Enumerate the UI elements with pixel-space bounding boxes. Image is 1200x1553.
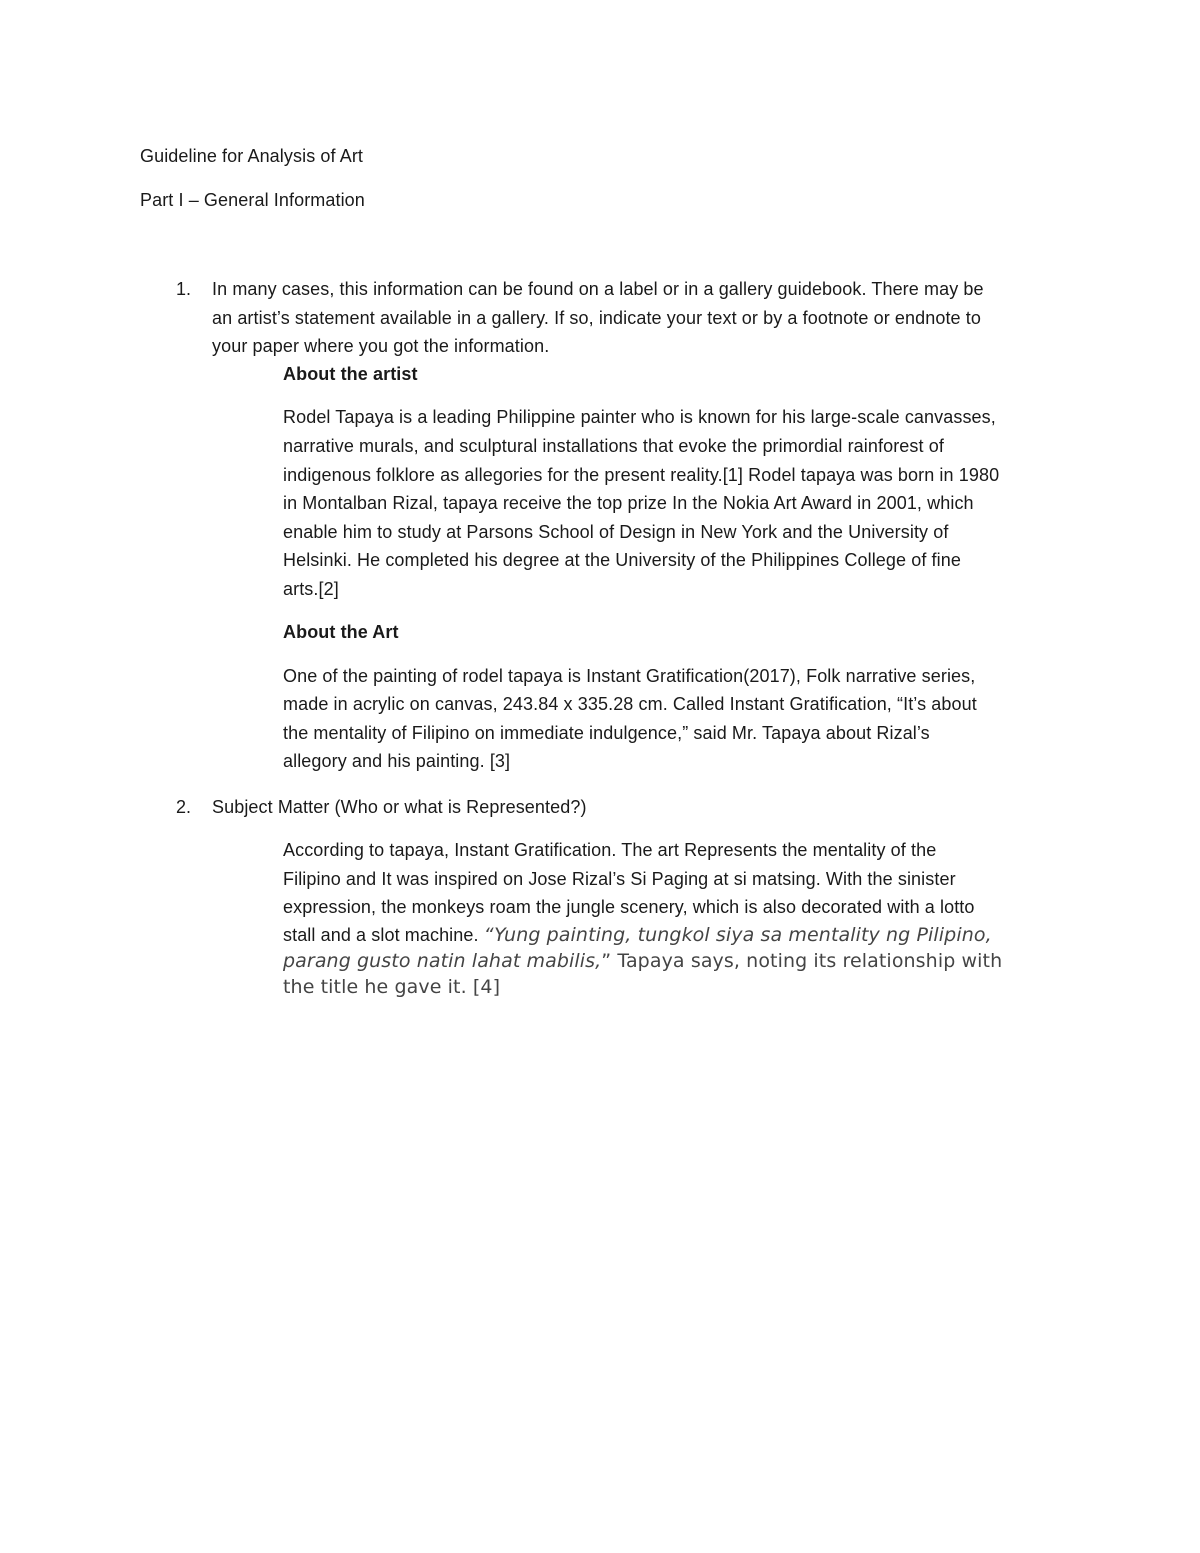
about-artist-line-4: in Montalban Rizal, tapaya receive the top prize In the Nokia Art Award in 2001, which: [283, 493, 974, 513]
item2-line-2: Filipino and It was inspired on Jose Rizal’s Si Paging at si matsing. With the sinister: [283, 869, 956, 889]
quote-line-2: [283, 950, 1002, 972]
quote-line-1-italic: “Yung painting, tungkol siya sa mentality ng Pilipino,: [483, 924, 992, 946]
list-item-number-2: 2.: [176, 797, 192, 817]
about-artist-heading: About the artist: [283, 364, 418, 384]
about-art-line-2: made in acrylic on canvas, 243.84 x 335.28 cm. Called Instant Gratification, “It’s about: [283, 694, 977, 714]
quote-line-3: the title he gave it. [4]: [283, 976, 501, 998]
about-art-line-4: allegory and his painting. [3]: [283, 751, 511, 771]
about-art-line-3: the mentality of Filipino on immediate indulgence,” said Mr. Tapaya about Rizal’s: [283, 723, 930, 743]
quote-line-2-italic: parang gusto natin lahat mabilis,: [283, 950, 602, 972]
about-art-line-1: One of the painting of rodel tapaya is Instant Gratification(2017), Folk narrative series,: [283, 666, 976, 686]
about-artist-line-3: indigenous folklore as allegories for the present reality.[1] Rodel tapaya was born in 1980: [283, 465, 1000, 485]
about-art-heading: About the Art: [283, 622, 399, 642]
item2-line-3: expression, the monkeys roam the jungle scenery, which is also decorated with a lotto: [283, 897, 975, 917]
about-artist-line-1: Rodel Tapaya is a leading Philippine painter who is known for his large-scale canvasses,: [283, 407, 996, 427]
about-artist-line-6: Helsinki. He completed his degree at the University of the Philippines College of fine: [283, 550, 961, 570]
document-title: Guideline for Analysis of Art: [140, 146, 364, 166]
item2-line-4: [283, 924, 992, 946]
item1-line-2: an artist’s statement available in a gallery. If so, indicate your text or by a footnote or endnote to: [212, 308, 981, 328]
item1-line-3: your paper where you got the information.: [212, 336, 550, 356]
quote-line-1: [484, 924, 992, 946]
about-artist-line-7: arts.[2]: [283, 579, 339, 599]
about-artist-line-5: enable him to study at Parsons School of Design in New York and the University of: [283, 522, 949, 542]
part-heading: Part I – General Information: [140, 190, 365, 210]
about-artist-line-2: narrative murals, and sculptural installations that evoke the primordial rainforest of: [283, 436, 944, 456]
item2-line-1: According to tapaya, Instant Gratification. The art Represents the mentality of the: [283, 840, 937, 860]
item2-heading: Subject Matter (Who or what is Represented?): [212, 797, 587, 817]
quote-line-2-rest: ” Tapaya says, noting its relationship with: [601, 950, 1003, 972]
list-item-number-1: 1.: [176, 279, 192, 299]
item1-line-1: In many cases, this information can be found on a label or in a gallery guidebook. There may be: [212, 279, 984, 299]
item2-line-4-text: stall and a slot machine.: [283, 925, 479, 945]
